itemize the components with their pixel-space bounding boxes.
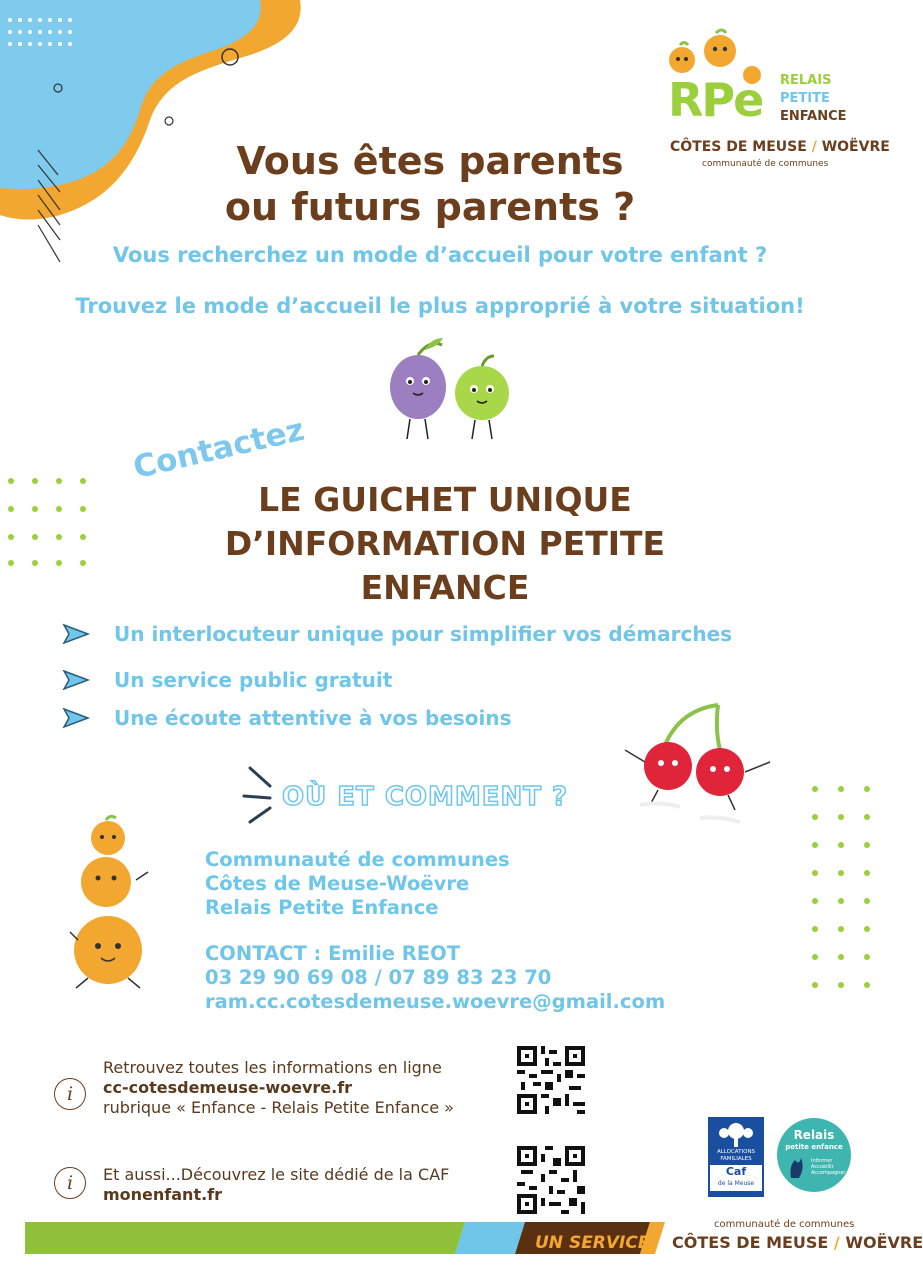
badge-line2: petite enfance (785, 1143, 843, 1151)
guichet-line3: ENFANCE (360, 568, 530, 607)
bullet-item (62, 706, 512, 730)
plum-apple-characters-icon (385, 335, 520, 447)
caf-logo (708, 1117, 764, 1197)
logo-brand-left: CÔTES DE MEUSE (670, 139, 807, 155)
address-block (205, 848, 665, 1014)
contact-email[interactable]: ram.cc.cotesdemeuse.woevre@gmail.com (205, 990, 666, 1013)
info1-line3: rubrique « Enfance - Relais Petite Enfance » (103, 1098, 454, 1117)
badge-line5: Accompagner (811, 1170, 846, 1176)
qr-code-icon[interactable] (517, 1146, 585, 1214)
title-line2: ou futurs parents ? (224, 185, 636, 229)
logo-brand: CÔTES DE MEUSE / WOËVRE (670, 139, 890, 155)
subtitle-find: Trouvez le mode d’accueil le plus approprié à votre situation! (75, 294, 805, 318)
address-line2: Côtes de Meuse-Woëvre (205, 872, 470, 895)
info-website-block (103, 1058, 454, 1118)
caf-line2: FAMILIALES (720, 1156, 752, 1162)
rpe-letters: RPe (668, 73, 763, 127)
arrow-bullet-icon (62, 707, 90, 729)
badge-line1: Relais (793, 1128, 835, 1142)
footer-tagline: communauté de communes (714, 1219, 855, 1230)
contact-name: CONTACT : Emilie REOT (205, 942, 460, 965)
address-line1: Communauté de communes (205, 848, 510, 871)
info2-line1: Et aussi...Découvrez le site dédié de la CAF (103, 1165, 450, 1184)
info-icon: i (54, 1078, 86, 1110)
arrow-bullet-icon (62, 623, 90, 645)
sparkle-lines-icon (240, 764, 280, 826)
contactez-label: Contactez (129, 411, 308, 486)
bullet-text: Une écoute attentive à vos besoins (114, 706, 512, 730)
arrow-bullet-icon (62, 669, 90, 691)
guichet-line1: LE GUICHET UNIQUE (258, 480, 632, 519)
info2-link[interactable]: monenfant.fr (103, 1185, 223, 1204)
subtitle-search: Vous recherchez un mode d’accueil pour votre enfant ? (112, 243, 768, 267)
page-title (0, 138, 860, 230)
badge-line4: Accueillir (811, 1164, 834, 1170)
guichet-heading (180, 478, 710, 610)
footer-brand-left: CÔTES DE MEUSE (672, 1233, 829, 1252)
bullet-item (62, 668, 392, 692)
left-dot-grid (0, 478, 90, 568)
info1-line1: Retrouvez toutes les informations en ligne (103, 1058, 442, 1077)
logo-brand-right: WOËVRE (821, 139, 890, 155)
footer-brand-right: WOËVRE (845, 1233, 923, 1252)
footer-brand: CÔTES DE MEUSE / WOËVRE (672, 1233, 923, 1252)
logo-enfance: ENFANCE (780, 109, 847, 124)
info1-link[interactable]: cc-cotesdemeuse-woevre.fr (103, 1078, 353, 1097)
bullet-text: Un interlocuteur unique pour simplifier vos démarches (114, 622, 733, 646)
contact-phones: 03 29 90 69 08 / 07 89 83 23 70 (205, 966, 552, 989)
address-line3: Relais Petite Enfance (205, 896, 439, 919)
qr-code-icon[interactable] (517, 1046, 585, 1114)
footer-service-label: UN SERVICE (535, 1233, 650, 1253)
logo-petite: PETITE (780, 91, 830, 106)
hand-icon (787, 1154, 809, 1180)
right-dot-grid (812, 786, 892, 1010)
caf-line1: ALLOCATIONS (716, 1149, 756, 1155)
logo-tagline: communauté de communes (702, 159, 829, 169)
badge-line3: Informer (811, 1158, 833, 1164)
bullet-item (62, 622, 732, 646)
stacked-oranges-icon (68, 812, 158, 996)
cherries-characters-icon (620, 700, 780, 830)
title-line1: Vous êtes parents (236, 139, 624, 183)
bullet-text: Un service public gratuit (114, 668, 393, 692)
guichet-line2: D’INFORMATION PETITE (224, 524, 666, 563)
caf-line4: de la Meuse (717, 1180, 755, 1187)
logo-relais: RELAIS (780, 73, 832, 88)
info-icon: i (54, 1167, 86, 1199)
relais-petite-enfance-badge (777, 1118, 851, 1192)
caf-line3: Caf (725, 1165, 747, 1178)
info-caf-block (103, 1165, 449, 1205)
family-tree-icon (710, 1119, 762, 1149)
ou-et-comment-heading: OÙ ET COMMENT ? (282, 782, 569, 812)
